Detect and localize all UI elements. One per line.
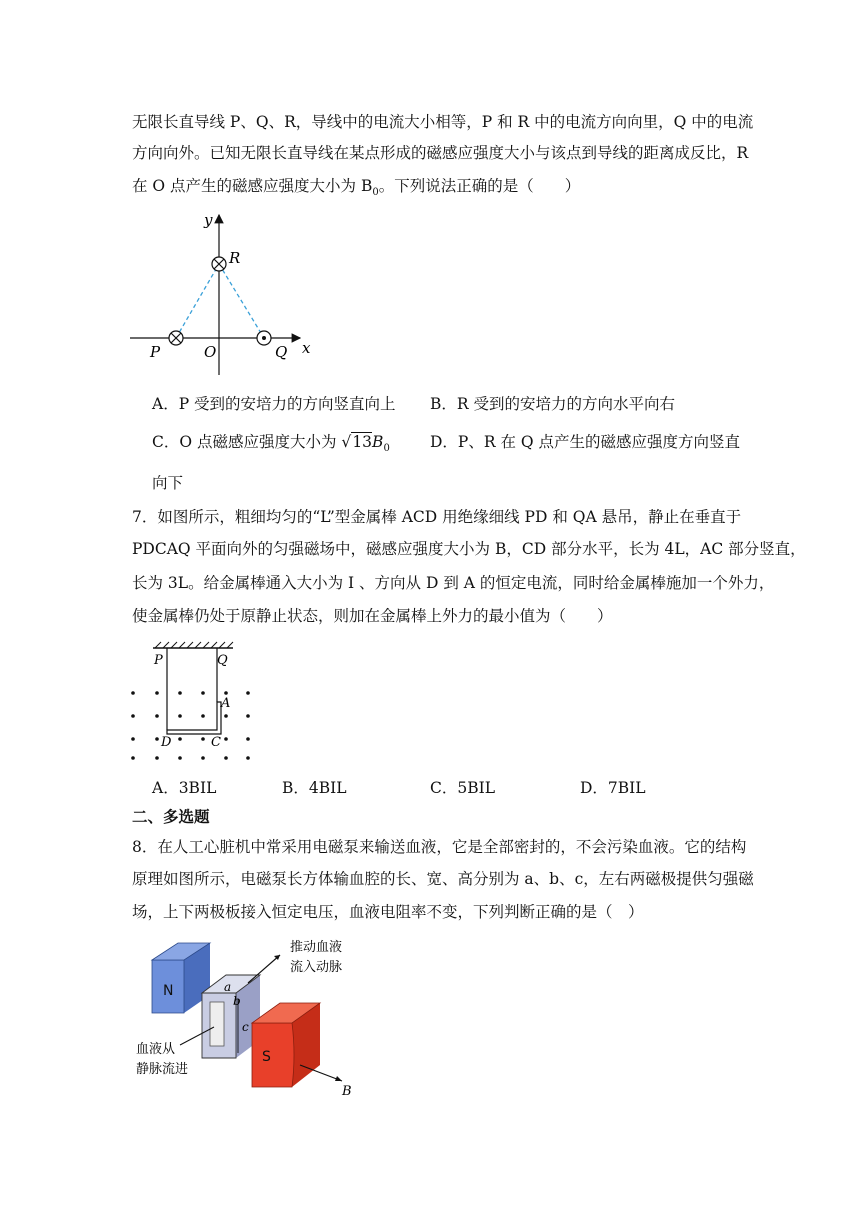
q8-text-line-3: 场，上下两极板接入恒定电压，血液电阻率不变，下列判断正确的是（ ）	[132, 903, 644, 921]
q6-line3-b: 。下列说法正确的是（ ）	[378, 177, 581, 195]
label-push-2: 流入动脉	[290, 960, 343, 975]
label-p: P	[150, 343, 161, 361]
q7-figure	[125, 640, 265, 765]
q6-option-c[interactable]: C．O 点磁感应强度大小为 $√13B_0$	[152, 433, 390, 455]
q6-option-c-post: B	[372, 433, 384, 451]
dashed-rq	[219, 264, 264, 338]
label-c: C	[211, 735, 221, 750]
l-shaped-rod	[167, 702, 221, 734]
q7-option-b[interactable]: B．4BIL	[282, 779, 347, 797]
outflow-arrow	[248, 955, 280, 983]
label-y: y	[204, 211, 213, 229]
north-magnet	[152, 943, 210, 1013]
label-x: x	[302, 339, 311, 357]
q6-option-c-sub: 0	[383, 443, 390, 455]
q7-text-line-2: PDCAQ 平面向外的匀强磁场中，磁感应强度大小为 B，CD 部分水平，长为 4L，AC 部分竖直，	[132, 540, 806, 558]
magnetic-field-dots	[131, 691, 250, 760]
q6-option-d-continued: 向下	[152, 474, 184, 492]
q8-electromagnetic-pump-figure	[130, 935, 370, 1099]
wire-r-into-icon	[212, 257, 226, 271]
q7-option-a[interactable]: A．3BIL	[152, 779, 217, 797]
q7-text-line-1: 7．如图所示，粗细均匀的“L”型金属棒 ACD 用绝缘细线 PD 和 QA 悬吊，静止在垂直于	[132, 508, 742, 526]
label-c: c	[242, 1020, 249, 1034]
label-a: a	[224, 980, 232, 994]
q6-option-b[interactable]: B．R 受到的安培力的方向水平向右	[430, 395, 675, 413]
q6-line3-sub: 0	[372, 187, 379, 199]
q6-text-line-2: 方向向外。已知无限长直导线在某点形成的磁感应强度大小与该点到导线的距离成反比，R	[132, 144, 749, 162]
label-n: N	[163, 983, 174, 999]
label-d: D	[161, 735, 172, 750]
south-magnet	[252, 1003, 320, 1087]
q6-line3-a: 在 O 点产生的磁感应强度大小为 B	[132, 177, 373, 195]
q8-text-line-2: 原理如图所示，电磁泵长方体输血腔的长、宽、高分别为 a、b、c，左右两磁极提供匀强磁	[132, 870, 754, 888]
label-a: A	[221, 696, 231, 711]
label-inflow-1: 血液从	[136, 1042, 176, 1057]
label-b: b	[233, 994, 241, 1008]
q7-option-d[interactable]: D．7BIL	[580, 779, 646, 797]
q7-option-c[interactable]: C．5BIL	[430, 779, 496, 797]
q6-text-line-3	[132, 176, 580, 203]
label-q: Q	[217, 653, 228, 668]
wire-p-into-icon	[169, 331, 183, 345]
q7-text-line-4: 使金属棒仍处于原静止状态，则加在金属棒上外力的最小值为（ ）	[132, 607, 613, 625]
q6-option-a[interactable]: A．P 受到的安培力的方向竖直向上	[152, 395, 396, 413]
section-heading-multi-choice: 二、多选题	[132, 808, 210, 826]
label-r: R	[229, 249, 241, 267]
label-inflow-2: 静脉流进	[136, 1062, 189, 1077]
q7-text-line-3: 长为 3L。给金属棒通入大小为 I 、方向从 D 到 A 的恒定电流，同时给金属棒施加一个外力，	[132, 574, 775, 592]
label-q: Q	[275, 343, 288, 361]
q6-coordinate-figure	[130, 205, 330, 380]
dashed-pr	[176, 264, 219, 338]
q8-text-line-1: 8．在人工心脏机中常采用电磁泵来输送血液，它是全部密封的，不会污染血液。它的结构	[132, 838, 747, 856]
q6-option-d[interactable]: D．P、R 在 Q 点产生的磁感应强度方向竖直	[430, 433, 741, 451]
label-push-1: 推动血液	[290, 940, 343, 955]
q6-option-c-root: 13	[352, 433, 373, 451]
q6-option-c-pre: C．O 点磁感应强度大小为	[152, 433, 342, 451]
label-o: O	[204, 343, 217, 361]
label-field-b: B	[342, 1084, 352, 1099]
label-p: P	[154, 653, 163, 668]
label-s: S	[262, 1049, 271, 1065]
q6-text-line-1: 无限长直导线 P、Q、R，导线中的电流大小相等，P 和 R 中的电流方向向里，Q 中的电流	[132, 113, 754, 131]
wire-q-out-icon	[257, 331, 271, 345]
